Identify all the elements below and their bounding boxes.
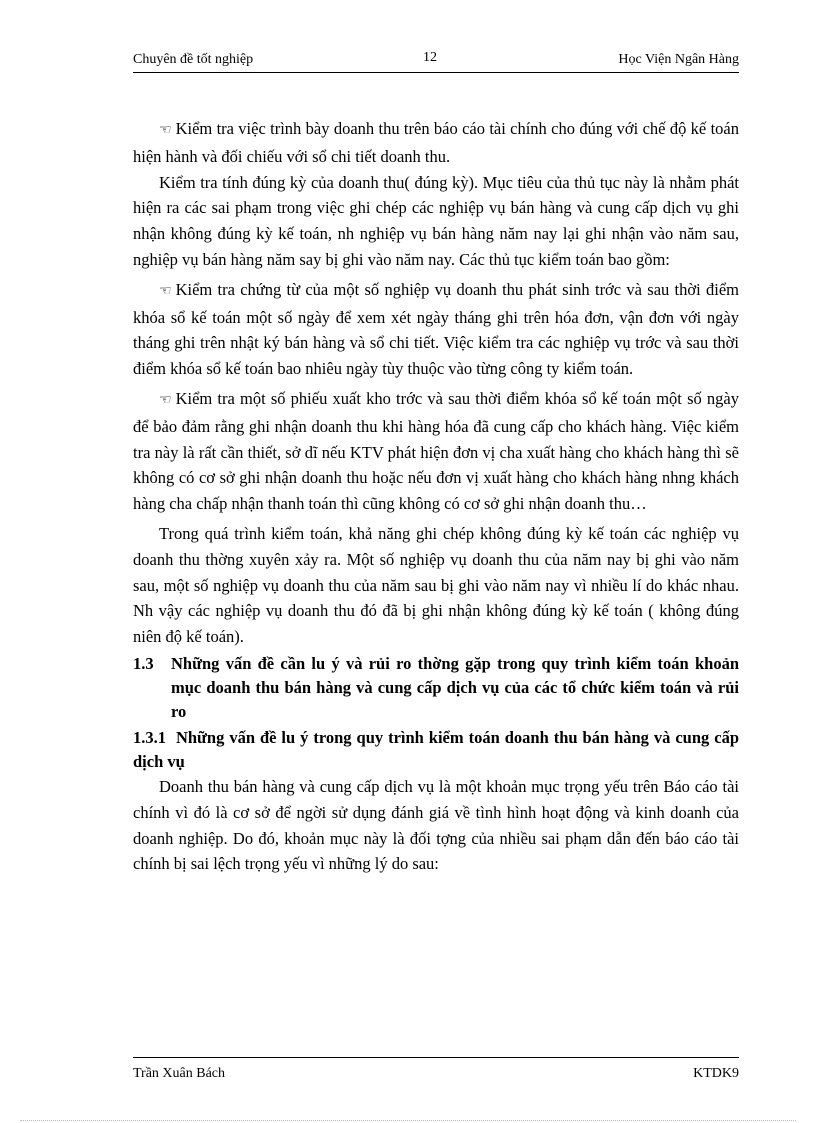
header-document-type: Chuyên đề tốt nghiệp bbox=[133, 52, 254, 67]
paragraph-cutoff-risk: Trong quá trình kiểm toán, khả năng ghi chép không đúng kỳ kế toán các nghiệp vụ doanh thu thờng xuyên xảy ra. Một số nghiệp vụ doanh thu của năm nay bị ghi vào năm sau, một số nghiệp vụ doanh thu của năm sau bị ghi vào năm nay vì nhiều lí do khác nhau. Nh vậy các nghiệp vụ doanh thu đó đã bị ghi nhận không đúng kỳ kế toán ( không đúng niên độ kế toán). bbox=[133, 523, 739, 647]
section-number: 1.3 bbox=[133, 653, 154, 673]
footer-author: Trần Xuân Bách bbox=[133, 1066, 226, 1081]
hand-pointing-icon: ☜ bbox=[159, 283, 172, 299]
bullet-paragraph-presentation-check: ☜ Kiểm tra việc trình bày doanh thu trên báo cáo tài chính cho đúng với chế độ kế toán hiện hành và đối chiếu với sổ chi tiết doanh thu. bbox=[133, 119, 739, 166]
bullet-paragraph-voucher-check: ☜ Kiểm tra chứng từ của một số nghiệp vụ doanh thu phát sinh trớc và sau thời điểm khóa sổ kế toán một số ngày để xem xét ngày tháng ghi trên hóa đơn, vận đơn với ngày tháng ghi trên nhật ký bán hàng và sổ chi tiết. Việc kiểm tra các nghiệp vụ trớc và sau thời điểm khóa sổ kế toán bao nhiêu ngày tùy thuộc vào từng công ty kiểm toán. bbox=[133, 279, 739, 379]
page-footer bbox=[133, 1057, 739, 1081]
page-number: 12 bbox=[423, 50, 437, 65]
hand-pointing-icon: ☜ bbox=[159, 123, 172, 138]
paragraph-cutoff-check: Kiểm tra tính đúng kỳ của doanh thu( đúng kỳ). Mục tiêu của thủ tục này là nhằm phát hiện ra các sai phạm trong việc ghi chép các nghiệp vụ bán hàng và cung cấp dịch vụ ghi nhận không đúng kỳ kế toán, nh nghiệp vụ bán hàng năm nay lại ghi nhận vào năm sau, nghiệp vụ bán hàng năm say bị ghi vào năm nay. Các thủ tục kiểm toán bao gồm: bbox=[133, 172, 739, 269]
main-content bbox=[133, 116, 739, 877]
hand-pointing-icon: ☜ bbox=[159, 392, 172, 408]
paragraph-revenue-importance: Doanh thu bán hàng và cung cấp dịch vụ là một khoản mục trọng yếu trên Báo cáo tài chính vì đó là cơ sở để ngời sử dụng đánh giá về tình hình hoạt động và kinh doanh của doanh nghiệp. Do đó, khoản mục này là đối tợng của nhiều sai phạm dẫn đến báo cáo tài chính bị sai lệch trọng yếu vì những lý do sau: bbox=[133, 776, 739, 874]
header-institution: Học Viện Ngân Hàng bbox=[618, 52, 739, 67]
page-bottom-divider bbox=[20, 1120, 796, 1121]
section-title: Những vấn đề cần lu ý và rủi ro thờng gặp trong quy trình kiểm toán khoản mục doanh thu bán hàng và cung cấp dịch vụ của các tổ chức kiểm toán và rủi ro bbox=[171, 653, 739, 721]
section-heading-1-3 bbox=[133, 652, 739, 724]
bullet-paragraph-delivery-note-check: ☜ Kiểm tra một số phiếu xuất kho trớc và sau thời điểm khóa sổ kế toán một số ngày để bảo đảm rằng ghi nhận doanh thu khi hàng hóa đã cung cấp cho khách hàng. Việc kiểm tra này là rất cần thiết, sở dĩ nếu KTV phát hiện đơn vị cha xuất hàng cho khách hàng thì sẽ không có cơ sở ghi nhận doanh thu hoặc nếu đơn vị xuất hàng cho khách hàng nhng khách hàng cha chấp nhận thanh toán thì cũng không có cơ sở ghi nhận doanh thu… bbox=[133, 388, 739, 514]
footer-class-code: KTDK9 bbox=[693, 1066, 739, 1081]
section-title: Những vấn đề lu ý trong quy trình kiểm toán doanh thu bán hàng và cung cấp dịch vụ bbox=[133, 727, 739, 771]
section-heading-1-3-1 bbox=[133, 726, 739, 774]
section-number: 1.3.1 bbox=[133, 727, 166, 747]
page-header bbox=[133, 50, 739, 73]
